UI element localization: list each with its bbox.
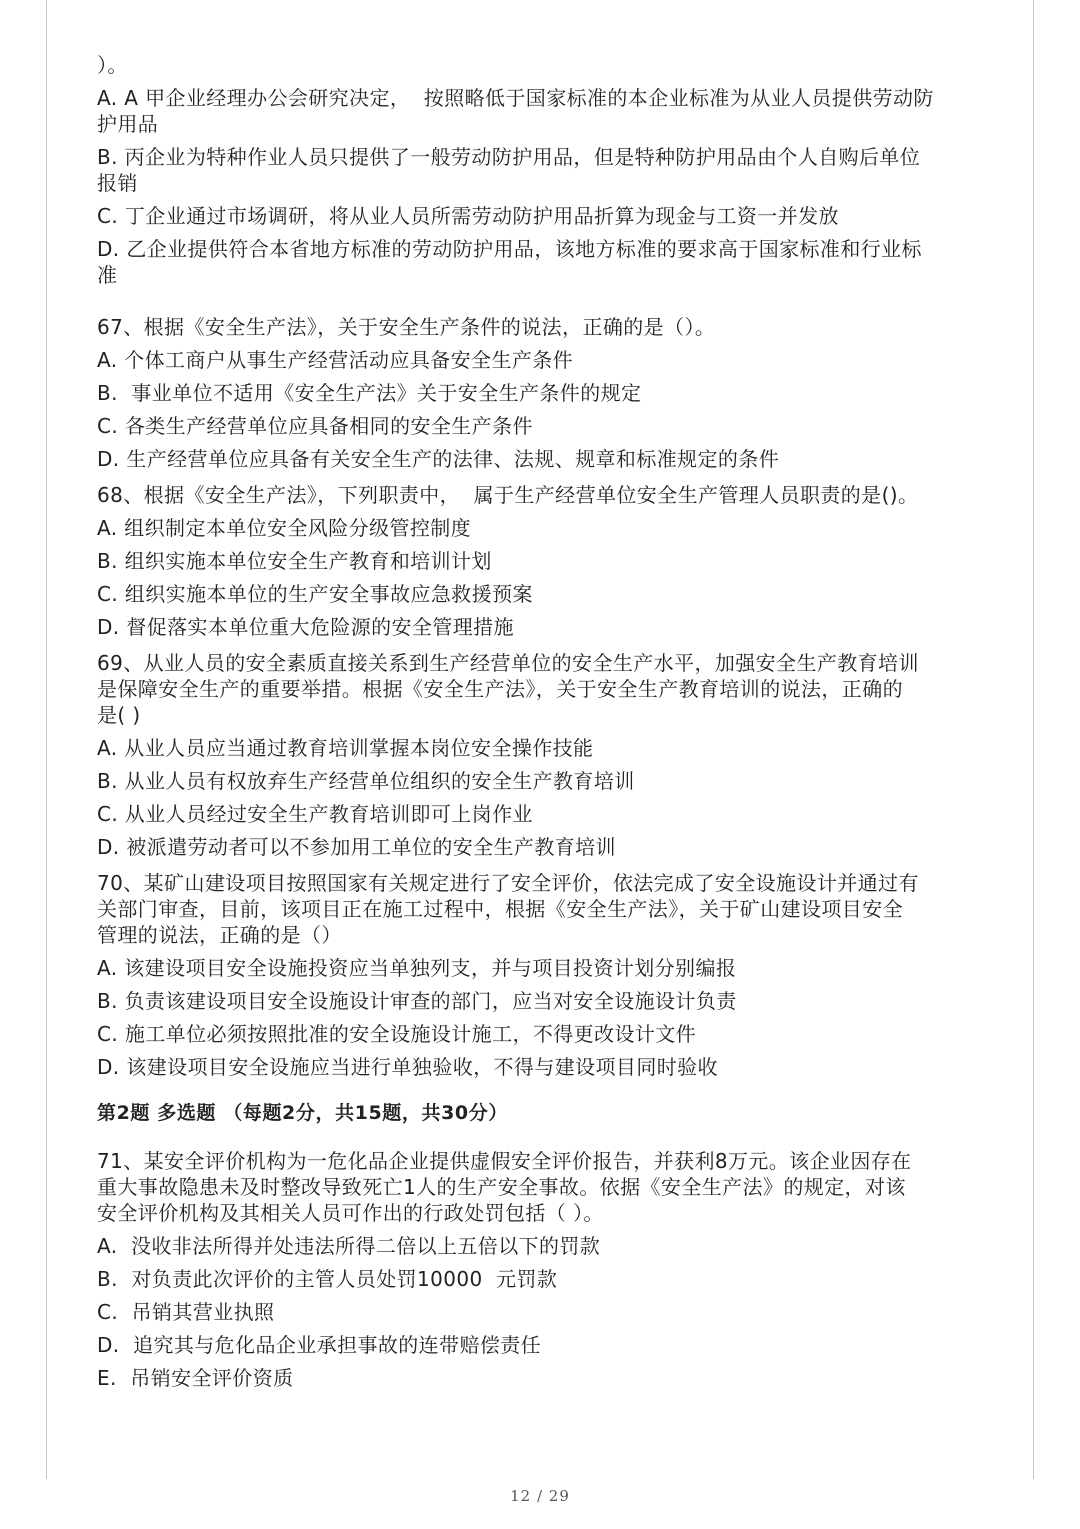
q70-stem-line2: 关部门审查，目前，该项目正在施工过程中，根据《安全生产法》，关于矿山建设项目安全	[97, 897, 903, 921]
q68-option-b: B. 组织实施本单位安全生产教育和培训计划	[97, 549, 492, 573]
page-right-border	[1033, 0, 1034, 1479]
q66-option-b-line2: 报销	[97, 171, 138, 195]
q66-option-a-line2: 护用品	[97, 112, 159, 136]
q68-option-c: C. 组织实施本单位的生产安全事故应急救援预案	[97, 582, 533, 606]
q70-stem-line3: 管理的说法，正确的是（）	[97, 923, 342, 947]
q70-option-b: B. 负责该建设项目安全设施设计审查的部门，应当对安全设施设计负责	[97, 989, 737, 1013]
q67-option-b: B. 事业单位不适用《安全生产法》关于安全生产条件的规定	[97, 381, 642, 405]
q71-option-a: A. 没收非法所得并处违法所得二倍以上五倍以下的罚款	[97, 1234, 601, 1258]
q67-option-c: C. 各类生产经营单位应具备相同的安全生产条件	[97, 414, 533, 438]
q67-stem: 67、根据《安全生产法》，关于安全生产条件的说法，正确的是（）。	[97, 315, 716, 339]
q71-stem-line2: 重大事故隐患未及时整改导致死亡1人的生产安全事故。依据《安全生产法》的规定，对该	[97, 1175, 906, 1199]
q71-stem-line3: 安全评价机构及其相关人员可作出的行政处罚包括（ ）。	[97, 1201, 604, 1225]
q69-stem-line3: 是( )	[97, 703, 141, 727]
q71-stem-line1: 71、某安全评价机构为一危化品企业提供虚假安全评价报告，并获利8万元。该企业因存在	[97, 1149, 912, 1173]
q69-stem-line1: 69、从业人员的安全素质直接关系到生产经营单位的安全生产水平，加强安全生产教育培训	[97, 651, 919, 675]
q71-option-e: E. 吊销安全评价资质	[97, 1366, 294, 1390]
q71-option-b: B. 对负责此次评价的主管人员处罚10000 元罚款	[97, 1267, 558, 1291]
q67-option-a: A. 个体工商户从事生产经营活动应具备安全生产条件	[97, 348, 574, 372]
q66-option-d-line1: D. 乙企业提供符合本省地方标准的劳动防护用品，该地方标准的要求高于国家标准和行业标	[97, 237, 922, 261]
q66-option-d-line2: 准	[97, 263, 118, 287]
q70-option-d: D. 该建设项目安全设施应当进行单独验收，不得与建设项目同时验收	[97, 1055, 718, 1079]
q71-option-d: D. 追究其与危化品企业承担事故的连带赔偿责任	[97, 1333, 542, 1357]
q66-option-b-line1: B. 丙企业为特种作业人员只提供了一般劳动防护用品，但是特种防护用品由个人自购后单位	[97, 145, 921, 169]
q70-option-a: A. 该建设项目安全设施投资应当单独列支，并与项目投资计划分别编报	[97, 956, 737, 980]
q66-option-c: C. 丁企业通过市场调研，将从业人员所需劳动防护用品折算为现金与工资一并发放	[97, 204, 839, 228]
question-66-tail: ）。	[97, 53, 128, 77]
q70-stem-line1: 70、某矿山建设项目按照国家有关规定进行了安全评价，依法完成了安全设施设计并通过有	[97, 871, 919, 895]
page-number: 12 / 29	[510, 1487, 570, 1505]
q68-option-d: D. 督促落实本单位重大危险源的安全管理措施	[97, 615, 514, 639]
q66-option-a-line1: A. A 甲企业经理办公会研究决定， 按照略低于国家标准的本企业标准为从业人员提供劳动防	[97, 86, 934, 110]
q71-option-c: C. 吊销其营业执照	[97, 1300, 275, 1324]
q67-option-d: D. 生产经营单位应具备有关安全生产的法律、法规、规章和标准规定的条件	[97, 447, 780, 471]
q70-option-c: C. 施工单位必须按照批准的安全设施设计施工，不得更改设计文件	[97, 1022, 697, 1046]
document-content	[97, 52, 982, 1398]
page-left-border	[46, 0, 47, 1479]
q69-option-a: A. 从业人员应当通过教育培训掌握本岗位安全操作技能	[97, 736, 594, 760]
q69-option-b: B. 从业人员有权放弃生产经营单位组织的安全生产教育培训	[97, 769, 635, 793]
section-heading-multiple-choice: 第2题 多选题 （每题2分，共15题，共30分）	[97, 1102, 508, 1124]
q68-stem: 68、根据《安全生产法》，下列职责中， 属于生产经营单位安全生产管理人员职责的是()。	[97, 483, 919, 507]
q69-option-d: D. 被派遣劳动者可以不参加用工单位的安全生产教育培训	[97, 835, 616, 859]
q69-stem-line2: 是保障安全生产的重要举措。根据《安全生产法》，关于安全生产教育培训的说法，正确的	[97, 677, 903, 701]
q68-option-a: A. 组织制定本单位安全风险分级管控制度	[97, 516, 472, 540]
q69-option-c: C. 从业人员经过安全生产教育培训即可上岗作业	[97, 802, 533, 826]
